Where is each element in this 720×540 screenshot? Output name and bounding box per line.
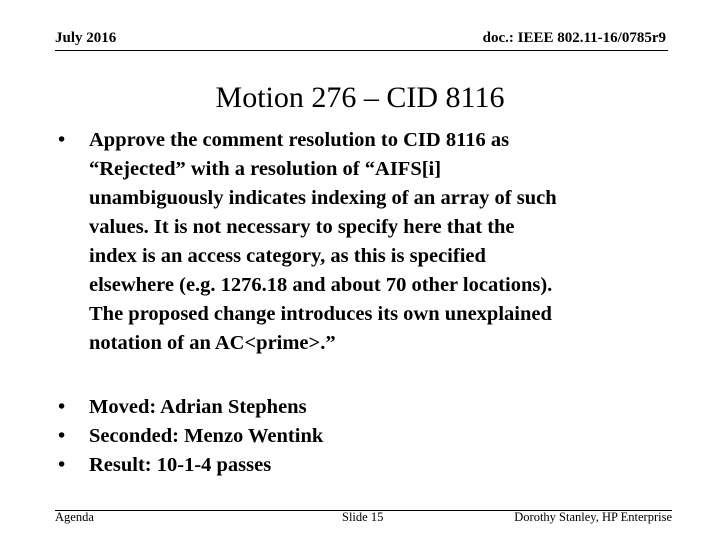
bullet-line: unambiguously indicates indexing of an array of such xyxy=(89,187,557,209)
bullet-line: The proposed change introduces its own unexplained xyxy=(89,303,552,325)
bullet-line: values. It is not necessary to specify here that the xyxy=(89,216,515,238)
bullet-line: • Seconded: Menzo Wentink xyxy=(89,425,324,447)
header-doc-id: doc.: IEEE 802.11-16/0785r9 xyxy=(482,30,666,46)
bullet-line: • Result: 10-1-4 passes xyxy=(89,454,272,476)
header-divider xyxy=(55,50,668,51)
footer-author: Dorothy Stanley, HP Enterprise xyxy=(514,510,672,524)
bullet-moved xyxy=(58,393,658,422)
footer-left-text: Agenda xyxy=(55,510,94,524)
bullet-line: “Rejected” with a resolution of “AIFS[i] xyxy=(89,158,442,180)
bullet-result xyxy=(58,451,658,480)
bullet-motion-text xyxy=(58,126,658,358)
bullet-line: • Moved: Adrian Stephens xyxy=(89,396,307,418)
bullet-line: index is an access category, as this is specified xyxy=(89,245,486,267)
slide-title: Motion 276 – CID 8116 xyxy=(215,81,505,114)
header-date: July 2016 xyxy=(55,30,117,46)
footer-slide-number: Slide 15 xyxy=(342,510,384,524)
bullet-spacer xyxy=(58,358,658,393)
bullet-list xyxy=(58,126,658,480)
bullet-line: elsewhere (e.g. 1276.18 and about 70 other locations). xyxy=(89,274,553,296)
bullet-line: • Approve the comment resolution to CID 8116 as xyxy=(89,129,510,151)
bullet-line: notation of an AC<prime>.” xyxy=(89,332,336,354)
bullet-seconded xyxy=(58,422,658,451)
